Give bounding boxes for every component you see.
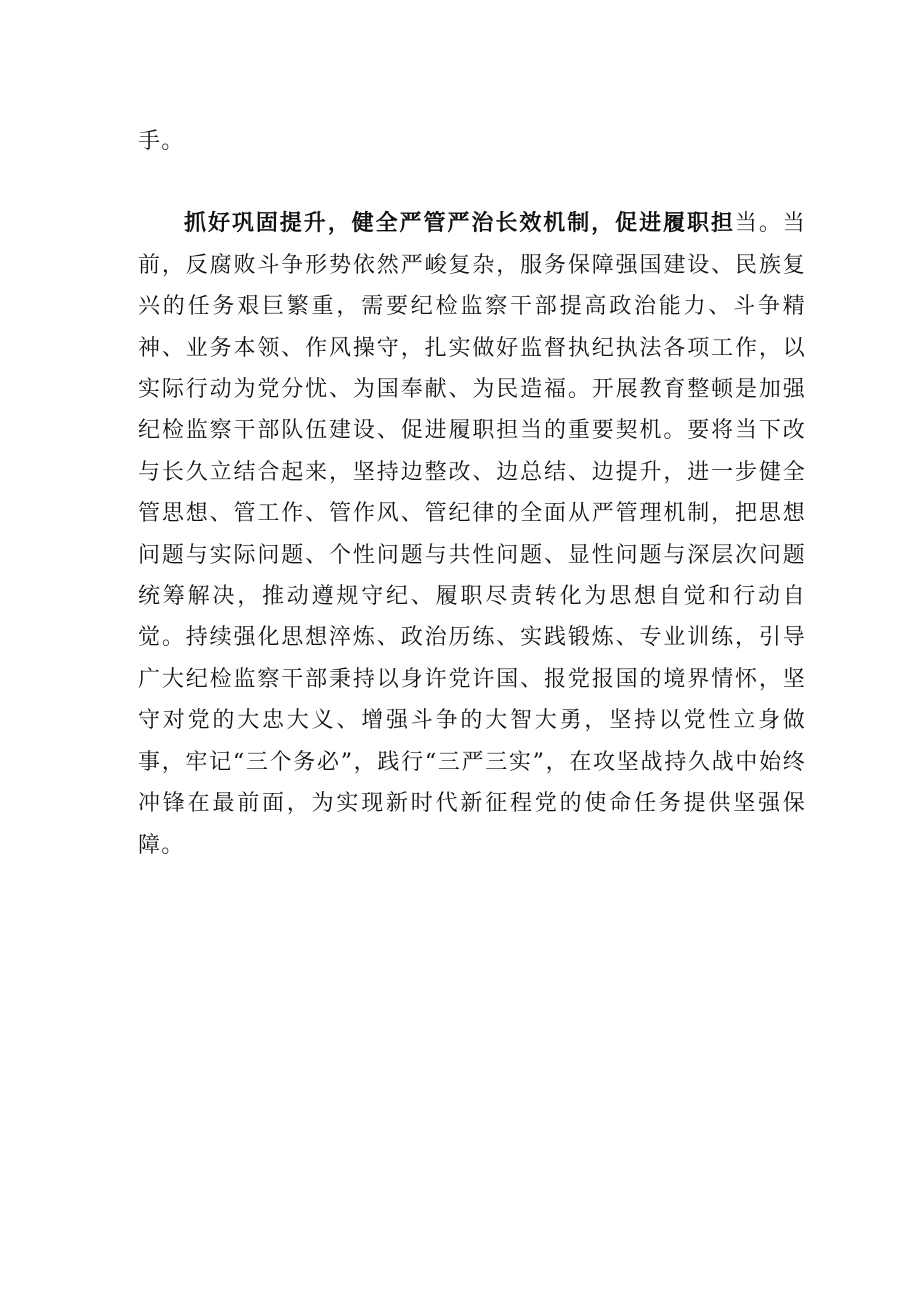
document-body [138,121,806,866]
main-paragraph [138,203,806,866]
paragraph-body-text: 当。当前，反腐败斗争形势依然严峻复杂，服务保障强国建设、民族复兴的任务艰巨繁重，需要纪检监察干部提高政治能力、斗争精神、业务本领、作风操守，扎实做好监督执纪执法各项工作，以实际行动为党分忧、为国奉献、为民造福。开展教育整顿是加强纪检监察干部队伍建设、促进履职担当的重要契机。要将当下改与长久立结合起来，坚持边整改、边总结、边提升，进一步健全管思想、管工作、管作风、管纪律的全面从严管理机制，把思想问题与实际问题、个性问题与共性问题、显性问题与深层次问题统筹解决，推动遵规守纪、履职尽责转化为思想自觉和行动自觉。持续强化思想淬炼、政治历练、实践锻炼、专业训练，引导广大纪检监察干部秉持以身许党许国、报党报国的境界情怀，坚守对党的大忠大义、增强斗争的大智大勇，坚持以党性立身做事，牢记“三个务必”，践行“三严三实”，在攻坚战持久战中始终冲锋在最前面，为实现新时代新征程党的使命任务提供坚强保障。 [138,211,806,858]
continuation-paragraph: 手。 [138,129,185,154]
paragraph-lead-heading: 抓好巩固提升，健全严管严治长效机制，促进履职担 [184,210,735,237]
